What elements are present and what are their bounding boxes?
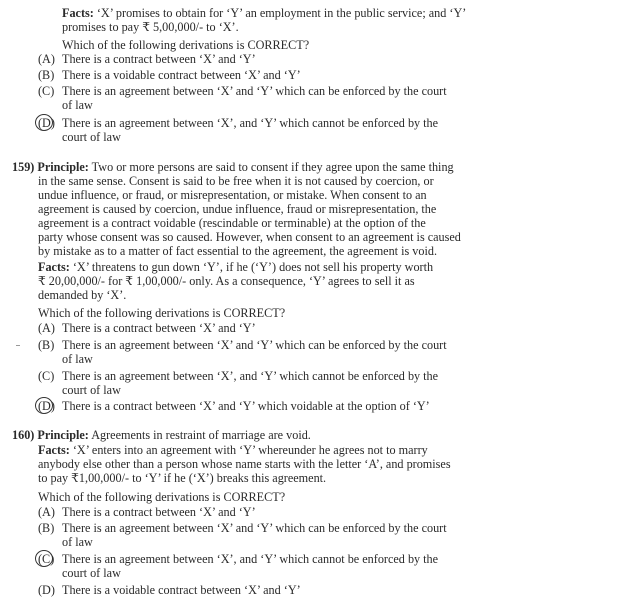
- facts-text: ₹ 20,00,000/- for ₹ 1,00,000/- only. As a consequence, ‘Y’ agrees to sell it as: [38, 274, 415, 288]
- option-b-text-cont: of law: [62, 352, 93, 366]
- option-letter-a: (A): [38, 52, 55, 66]
- facts-text: to pay ₹1,00,000/- to ‘Y’ if he (‘X’) breaks this agreement.: [38, 471, 327, 485]
- option-letter-c: (C): [38, 369, 55, 383]
- principle-text: Two or more persons are said to consent if they agree upon the same thing: [88, 160, 454, 174]
- question-159-line: [12, 160, 454, 174]
- option-letter-d: (D): [38, 583, 55, 597]
- facts-text: ‘X’ threatens to gun down ‘Y’, if he (‘Y’) does not sell his property worth: [69, 260, 434, 274]
- question-number: 159): [12, 160, 35, 174]
- facts-line: promises to pay ₹ 5,00,000/- to ‘X’.: [62, 20, 239, 34]
- principle-text: agreement is a contract voidable (rescindable or terminable) at the option of the: [38, 216, 426, 230]
- principle-text: party whose consent was so caused. However, when consent to an agreement is caused: [38, 230, 461, 244]
- principle-text: by mistake as to a matter of fact essential to the agreement, the agreement is void.: [38, 244, 437, 258]
- option-a-text: There is a contract between ‘X’ and ‘Y’: [62, 321, 256, 335]
- option-letter-d: (D): [38, 399, 55, 413]
- facts-label: Facts:: [62, 6, 94, 20]
- option-c-text: There is an agreement between ‘X’, and ‘Y’ which cannot be enforced by the: [62, 552, 439, 566]
- facts-line: [62, 6, 466, 20]
- principle-text: agreement is caused by coercion, undue influence, fraud or misrepresentation, the: [38, 202, 437, 216]
- principle-text: Agreements in restraint of marriage are void.: [88, 428, 311, 442]
- option-d-text: There is a voidable contract between ‘X’ and ‘Y’: [62, 583, 301, 597]
- option-d-text-cont: court of law: [62, 130, 121, 144]
- facts-text: demanded by ‘X’.: [38, 288, 127, 302]
- principle-label: Principle:: [37, 160, 89, 174]
- facts-text: ‘X’ promises to obtain for ‘Y’ an employment in the public service; and ‘Y’: [93, 6, 467, 20]
- option-c-text-cont: of law: [62, 98, 93, 112]
- option-letter-a: (A): [38, 321, 55, 335]
- facts-text: ‘X’ enters into an agreement with ‘Y’ whereunder he agrees not to marry: [69, 443, 428, 457]
- facts-label: Facts:: [38, 260, 70, 274]
- question-160-line: [12, 428, 311, 442]
- option-c-text: There is an agreement between ‘X’ and ‘Y’ which can be enforced by the court: [62, 84, 447, 98]
- option-c-text-cont: court of law: [62, 566, 121, 580]
- principle-text: undue influence, or fraud, or misrepresentation, or mistake. When consent to an: [38, 188, 427, 202]
- option-letter-b: (B): [38, 68, 55, 82]
- facts-line: [38, 260, 433, 274]
- option-b-text: There is an agreement between ‘X’ and ‘Y’ which can be enforced by the court: [62, 521, 447, 535]
- facts-label: Facts:: [38, 443, 70, 457]
- option-letter-b: (B): [38, 338, 55, 352]
- option-d-text: There is an agreement between ‘X’, and ‘Y’ which cannot be enforced by the: [62, 116, 439, 130]
- margin-mark: [16, 345, 20, 346]
- option-letter-c: (C): [38, 552, 55, 566]
- principle-label: Principle:: [37, 428, 89, 442]
- option-letter-b: (B): [38, 521, 55, 535]
- facts-text: anybody else other than a person whose name starts with the letter ‘A’, and promises: [38, 457, 451, 471]
- facts-line: [38, 443, 428, 457]
- option-letter-a: (A): [38, 505, 55, 519]
- option-b-text-cont: of law: [62, 535, 93, 549]
- option-c-text: There is an agreement between ‘X’, and ‘Y’ which cannot be enforced by the: [62, 369, 439, 383]
- option-c-text-cont: court of law: [62, 383, 121, 397]
- question-text: Which of the following derivations is CORRECT?: [38, 306, 286, 320]
- question-text: Which of the following derivations is CORRECT?: [38, 490, 286, 504]
- option-a-text: There is a contract between ‘X’ and ‘Y’: [62, 52, 256, 66]
- option-a-text: There is a contract between ‘X’ and ‘Y’: [62, 505, 256, 519]
- option-b-text: There is an agreement between ‘X’ and ‘Y’ which can be enforced by the court: [62, 338, 447, 352]
- question-text: Which of the following derivations is CORRECT?: [62, 38, 310, 52]
- option-letter-c: (C): [38, 84, 55, 98]
- option-b-text: There is a voidable contract between ‘X’ and ‘Y’: [62, 68, 301, 82]
- principle-text: in the same sense. Consent is said to be free when it is not caused by coercion, or: [38, 174, 434, 188]
- option-letter-d: (D): [38, 116, 55, 130]
- question-number: 160): [12, 428, 35, 442]
- option-d-text: There is a contract between ‘X’ and ‘Y’ which voidable at the option of ‘Y’: [62, 399, 430, 413]
